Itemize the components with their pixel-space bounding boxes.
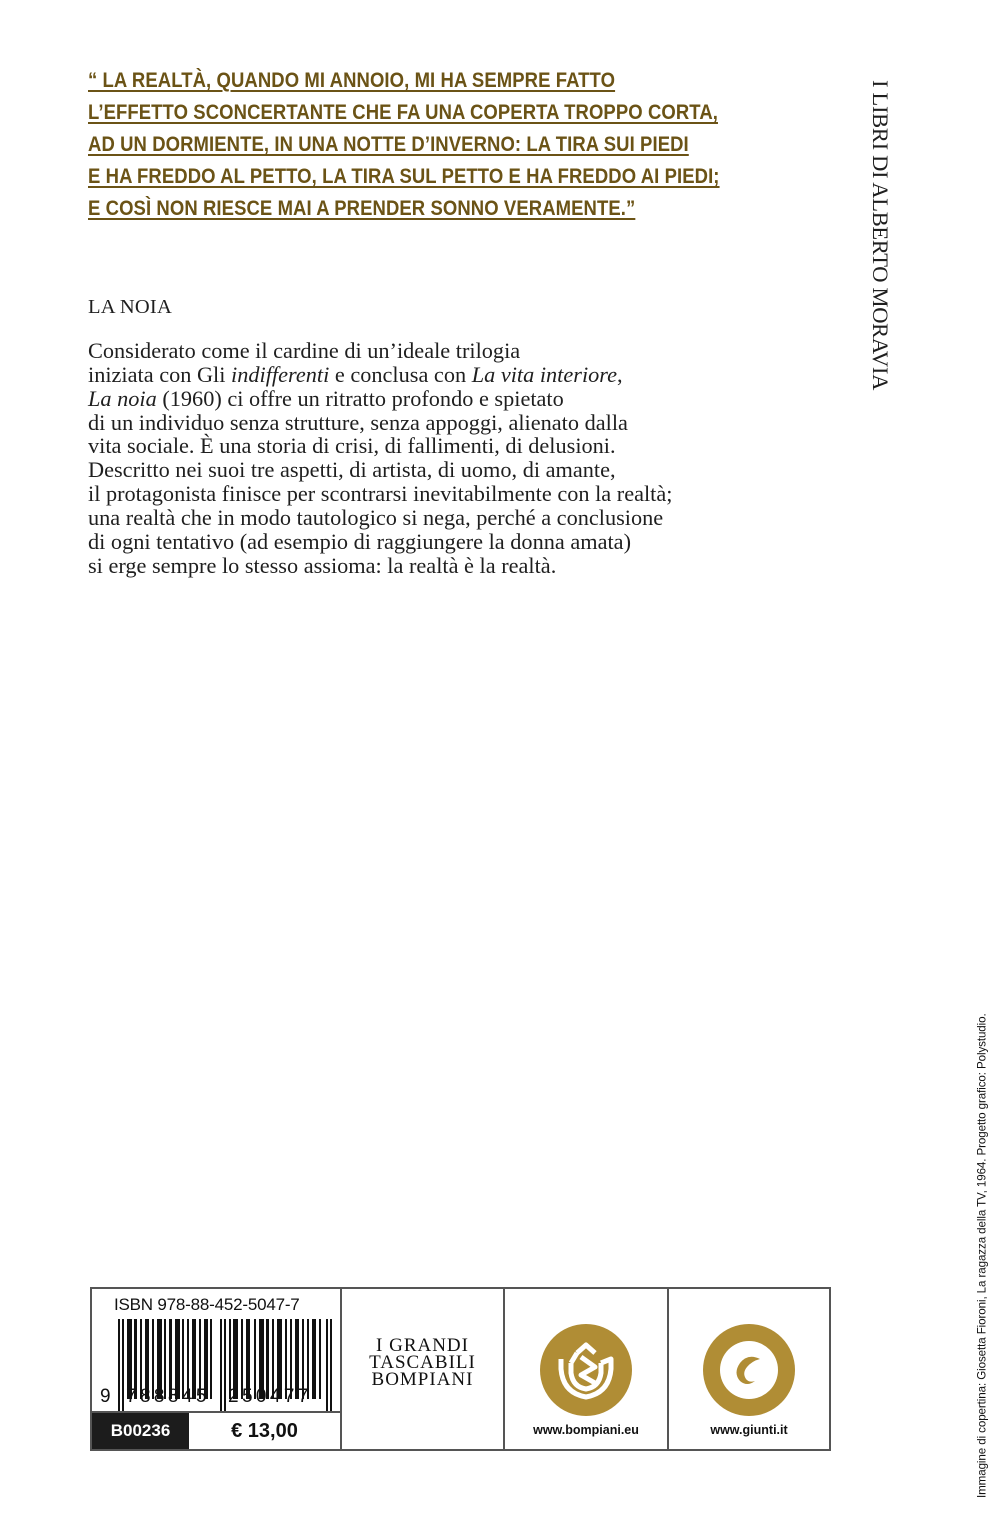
barcode-cell: ISBN 978-88-452-5047-7 9 788845 250477 B00236 € 13,00 bbox=[92, 1289, 342, 1449]
blurb-line: Descritto nei suoi tre aspetti, di artista, di uomo, di amante, bbox=[88, 457, 616, 483]
publisher-info-box bbox=[90, 1287, 831, 1451]
product-code: B00236 bbox=[92, 1411, 189, 1449]
blurb-line: La noia (1960) ci offre un ritratto profondo e spietato bbox=[88, 385, 564, 411]
giunti-spiral-logo-icon bbox=[702, 1323, 796, 1417]
quote-line: AD UN DORMIENTE, IN UNA NOTTE D’INVERNO: LA TIRA SUI PIEDI bbox=[88, 132, 689, 156]
series-title-vertical: I LIBRI DI ALBERTO MORAVIA bbox=[868, 80, 893, 391]
blurb-line: Considerato come il cardine di un’ideale trilogia bbox=[88, 338, 521, 363]
cover-credits-vertical: Immagine di copertina: Giosetta Fioroni, La ragazza della TV, 1964. Progetto grafico: Polystudio. bbox=[975, 1013, 989, 1498]
series-logo: I GRANDI TASCABILI BOMPIANI bbox=[369, 1335, 476, 1390]
blurb-line: vita sociale. È una storia di crisi, di fallimenti, di delusioni. bbox=[88, 433, 616, 459]
blurb-line: il protagonista finisce per scontrarsi inevitabilmente con la realtà; bbox=[88, 481, 673, 507]
book-blurb bbox=[88, 339, 808, 577]
isbn-label: ISBN 978-88-452-5047-7 bbox=[114, 1295, 300, 1314]
blurb-line: iniziata con Gli indifferenti e conclusa con La vita interiore, bbox=[88, 361, 623, 387]
bompiani-tulip-logo-icon bbox=[539, 1323, 633, 1417]
publisher-bompiani-cell bbox=[505, 1289, 669, 1449]
back-cover-quote bbox=[88, 64, 720, 224]
blurb-line: una realtà che in modo tautologico si nega, perché a conclusione bbox=[88, 504, 664, 530]
quote-line: E HA FREDDO AL PETTO, LA TIRA SUL PETTO E HA FREDDO AI PIEDI; bbox=[88, 164, 720, 188]
bompiani-url-link[interactable]: www.bompiani.eu bbox=[533, 1423, 639, 1437]
quote-line: “ LA REALTÀ, QUANDO MI ANNOIO, MI HA SEMPRE FATTO bbox=[88, 68, 616, 92]
series-logo-cell bbox=[342, 1289, 505, 1449]
book-title: LA NOIA bbox=[88, 296, 172, 318]
blurb-line: di un individuo senza strutture, senza appoggi, alienato dalla bbox=[88, 409, 628, 435]
publisher-giunti-cell bbox=[669, 1289, 829, 1449]
price: € 13,00 bbox=[189, 1411, 340, 1449]
quote-line: E COSÌ NON RIESCE MAI A PRENDER SONNO VERAMENTE.” bbox=[88, 196, 636, 220]
quote-line: L’EFFETTO SCONCERTANTE CHE FA UNA COPERTA TROPPO CORTA, bbox=[88, 100, 718, 124]
blurb-line: di ogni tentativo (ad esempio di raggiungere la donna amata) bbox=[88, 528, 631, 554]
blurb-line: si erge sempre lo stesso assioma: la realtà è la realtà. bbox=[88, 552, 557, 578]
giunti-url-link[interactable]: www.giunti.it bbox=[710, 1423, 788, 1437]
